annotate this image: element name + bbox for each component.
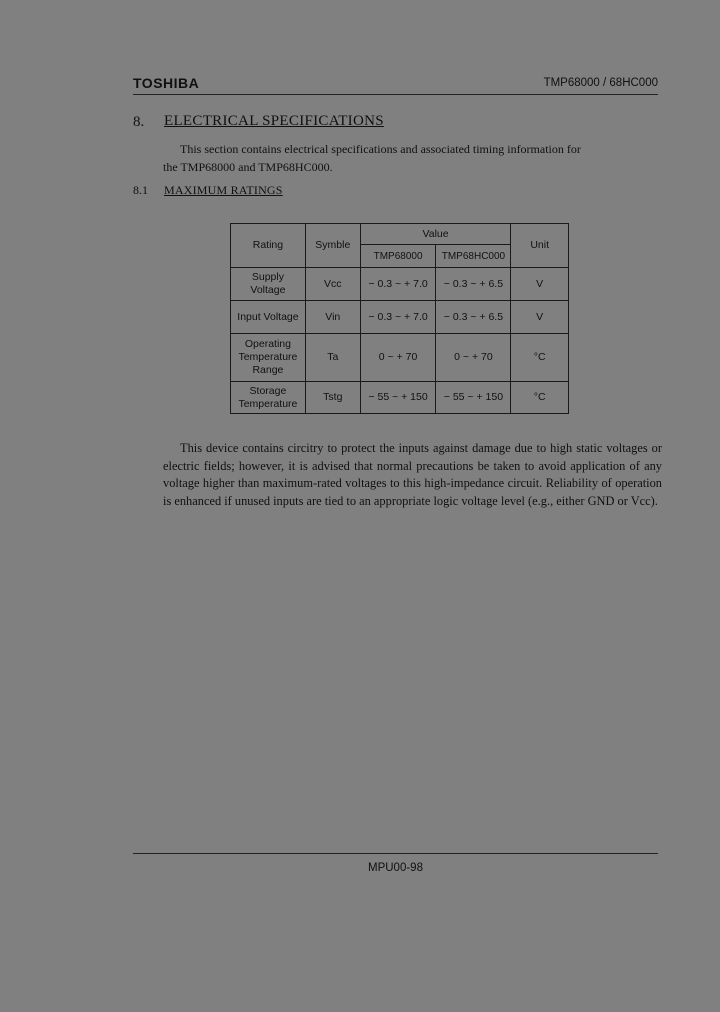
table-row xyxy=(231,382,569,414)
intro-line-1: This section contains electrical specifications and associated timing information for xyxy=(180,142,581,156)
header-tmp68000: TMP68000 xyxy=(360,245,436,268)
header-value: Value xyxy=(360,224,511,245)
table-row xyxy=(231,334,569,382)
symbol-cell: Vcc xyxy=(305,268,360,301)
header-tmp68hc000: TMP68HC000 xyxy=(436,245,511,268)
header-symbol: Symble xyxy=(305,224,360,268)
symbol-cell: Tstg xyxy=(305,382,360,414)
value-tmp68000-cell: − 55 ~ + 150 xyxy=(360,382,436,414)
section-intro xyxy=(163,140,662,176)
unit-cell: V xyxy=(511,301,569,334)
header-unit: Unit xyxy=(511,224,569,268)
value-tmp68hc000-cell: − 0.3 ~ + 6.5 xyxy=(436,301,511,334)
value-tmp68hc000-cell: − 0.3 ~ + 6.5 xyxy=(436,268,511,301)
footer-rule xyxy=(133,853,658,854)
unit-cell: V xyxy=(511,268,569,301)
value-tmp68000-cell: − 0.3 ~ + 7.0 xyxy=(360,268,436,301)
maximum-ratings-table xyxy=(230,223,569,414)
rating-cell: Input Voltage xyxy=(231,301,306,334)
page-code: MPU00-98 xyxy=(368,862,423,874)
subsection-number: 8.1 xyxy=(133,183,148,197)
section-number: 8. xyxy=(133,114,145,130)
value-tmp68000-cell: − 0.3 ~ + 7.0 xyxy=(360,301,436,334)
brand-logo: TOSHIBA xyxy=(133,75,200,91)
unit-cell: °C xyxy=(511,382,569,414)
table-row xyxy=(231,268,569,301)
value-tmp68hc000-cell: − 55 ~ + 150 xyxy=(436,382,511,414)
symbol-cell: Vin xyxy=(305,301,360,334)
subsection-title: MAXIMUM RATINGS xyxy=(164,183,283,197)
unit-cell: °C xyxy=(511,334,569,382)
protection-note xyxy=(163,440,662,510)
document-number: TMP68000 / 68HC000 xyxy=(543,77,658,89)
symbol-cell: Ta xyxy=(305,334,360,382)
section-title: ELECTRICAL SPECIFICATIONS xyxy=(164,113,384,129)
value-tmp68000-cell: 0 ~ + 70 xyxy=(360,334,436,382)
intro-line-2: the TMP68000 and TMP68HC000. xyxy=(163,160,333,174)
rating-cell: Supply Voltage xyxy=(231,268,306,301)
note-body: voltages or electric fields; however, it is advised that normal precautions be taken to avoid application of any voltage higher than maximum-rated voltages to this high-impedance circuit. Reliability of operation is enhanced if unused inputs are tied to an appropriate logic voltage level (e.g., either GND or Vcc). xyxy=(163,441,662,508)
note-first-line: This device contains circitry to protect the inputs against damage due to high static xyxy=(180,441,603,455)
value-tmp68hc000-cell: 0 ~ + 70 xyxy=(436,334,511,382)
header-rating: Rating xyxy=(231,224,306,268)
header-rule xyxy=(133,94,658,95)
rating-cell: Storage Temperature xyxy=(231,382,306,414)
rating-cell: Operating Temperature Range xyxy=(231,334,306,382)
table-row xyxy=(231,301,569,334)
